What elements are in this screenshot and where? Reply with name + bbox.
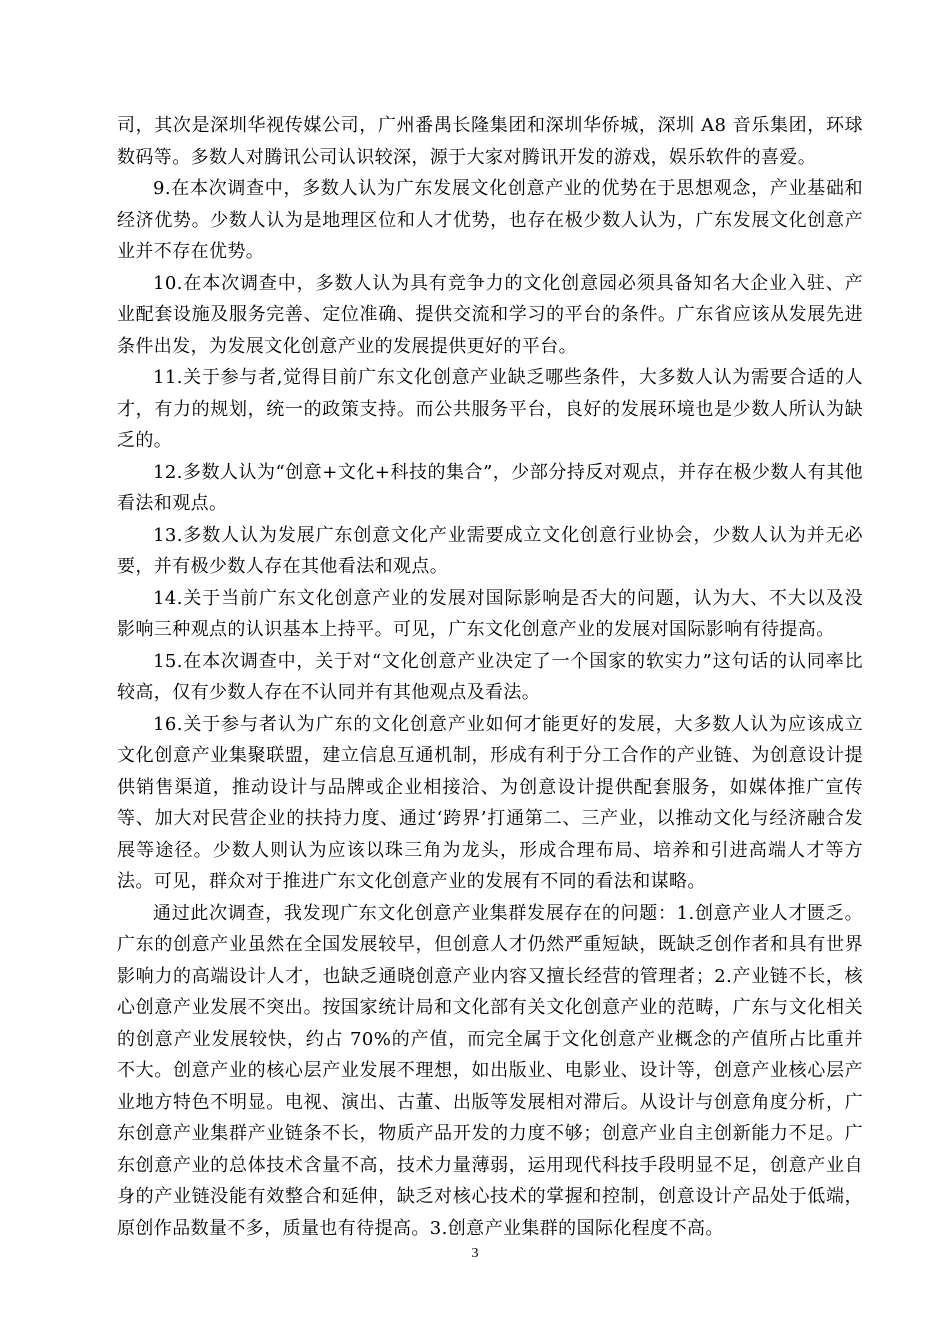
paragraph-item-16: 16.关于参与者认为广东的文化创意产业如何才能更好的发展，大多数人认为应该成立文化创意产业集聚联盟，建立信息互通机制，形成有利于分工合作的产业链、为创意设计提供销售渠道，推动设计与品牌或企业相接洽、为创意设计提供配套服务，如媒体推广宣传等、加大对民营企业的扶持力度、通过‘跨界’打通第二、三产业，以推动文化与经济融合发展等途径。少数人则认为应该以珠三角为龙头，形成合理布局、培养和引进高端人才等方法。可见，群众对于推进广东文化创意产业的发展有不同的看法和谋略。 [117, 713, 863, 892]
body-text [117, 110, 863, 1244]
paragraph-item-13: 13.多数人认为发展广东创意文化产业需要成立文化创意行业协会，少数人认为并无必要，并有极少数人存在其他看法和观点。 [117, 524, 863, 577]
paragraph-item-15: 15.在本次调查中，关于对“文化创意产业决定了一个国家的软实力”这句话的认同率比较高，仅有少数人存在不认同并有其他观点及看法。 [117, 650, 863, 703]
paragraph-item-9: 9.在本次调查中，多数人认为广东发展文化创意产业的优势在于思想观念，产业基础和经济优势。少数人认为是地理区位和人才优势，也存在极少数人认为，广东发展文化创意产业并不存在优势。 [117, 178, 863, 262]
page-number: 3 [471, 1246, 479, 1261]
paragraph-item-11: 11.关于参与者,觉得目前广东文化创意产业缺乏哪些条件，大多数人认为需要合适的人才，有力的规划，统一的政策支持。而公共服务平台，良好的发展环境也是少数人所认为缺乏的。 [117, 367, 863, 451]
paragraph-item-12: 12.多数人认为“创意+文化+科技的集合”，少部分持反对观点，并存在极少数人有其他看法和观点。 [117, 461, 863, 514]
paragraph-item-14: 14.关于当前广东文化创意产业的发展对国际影响是否大的问题，认为大、不大以及没影响三种观点的认识基本上持平。可见，广东文化创意产业的发展对国际影响有待提高。 [117, 587, 863, 640]
paragraph-continuation: 司，其次是深圳华视传媒公司，广州番禺长隆集团和深圳华侨城，深圳 A8 音乐集团，环球数码等。多数人对腾讯公司认识较深，源于大家对腾讯开发的游戏，娱乐软件的喜爱。 [117, 115, 863, 168]
paragraph-item-10: 10.在本次调查中，多数人认为具有竞争力的文化创意园必须具备知名大企业入驻、产业配套设施及服务完善、定位准确、提供交流和学习的平台的条件。广东省应该从发展先进条件出发，为发展文化创意产业的发展提供更好的平台。 [117, 272, 863, 357]
paragraph-conclusion: 通过此次调查，我发现广东文化创意产业集群发展存在的问题：1.创意产业人才匮乏。广东的创意产业虽然在全国发展较早，但创意人才仍然严重短缺，既缺乏创作者和具有世界影响力的高端设计人才，也缺乏通晓创意产业内容又擅长经营的管理者；2.产业链不长，核心创意产业发展不突出。按国家统计局和文化部有关文化创意产业的范畴，广东与文化相关的创意产业发展较快，约占 70%的产值，而完全属于文化创意产业概念的产值所占比重并不大。创意产业的核心层产业发展不理想，如出版业、电影业、设计等，创意产业核心层产业地方特色不明显。电视、演出、古董、出版等发展相对滞后。从设计与创意角度分析，广东创意产业集群产业链条不长，物质产品开发的力度不够；创意产业自主创新能力不足。广东创意产业的总体技术含量不高，技术力量薄弱，运用现代科技手段明显不足，创意产业自身的产业链没能有效整合和延伸，缺乏对核心技术的掌握和控制，创意设计产品处于低端，原创作品数量不多，质量也有待提高。3.创意产业集群的国际化程度不高。 [117, 902, 863, 1239]
